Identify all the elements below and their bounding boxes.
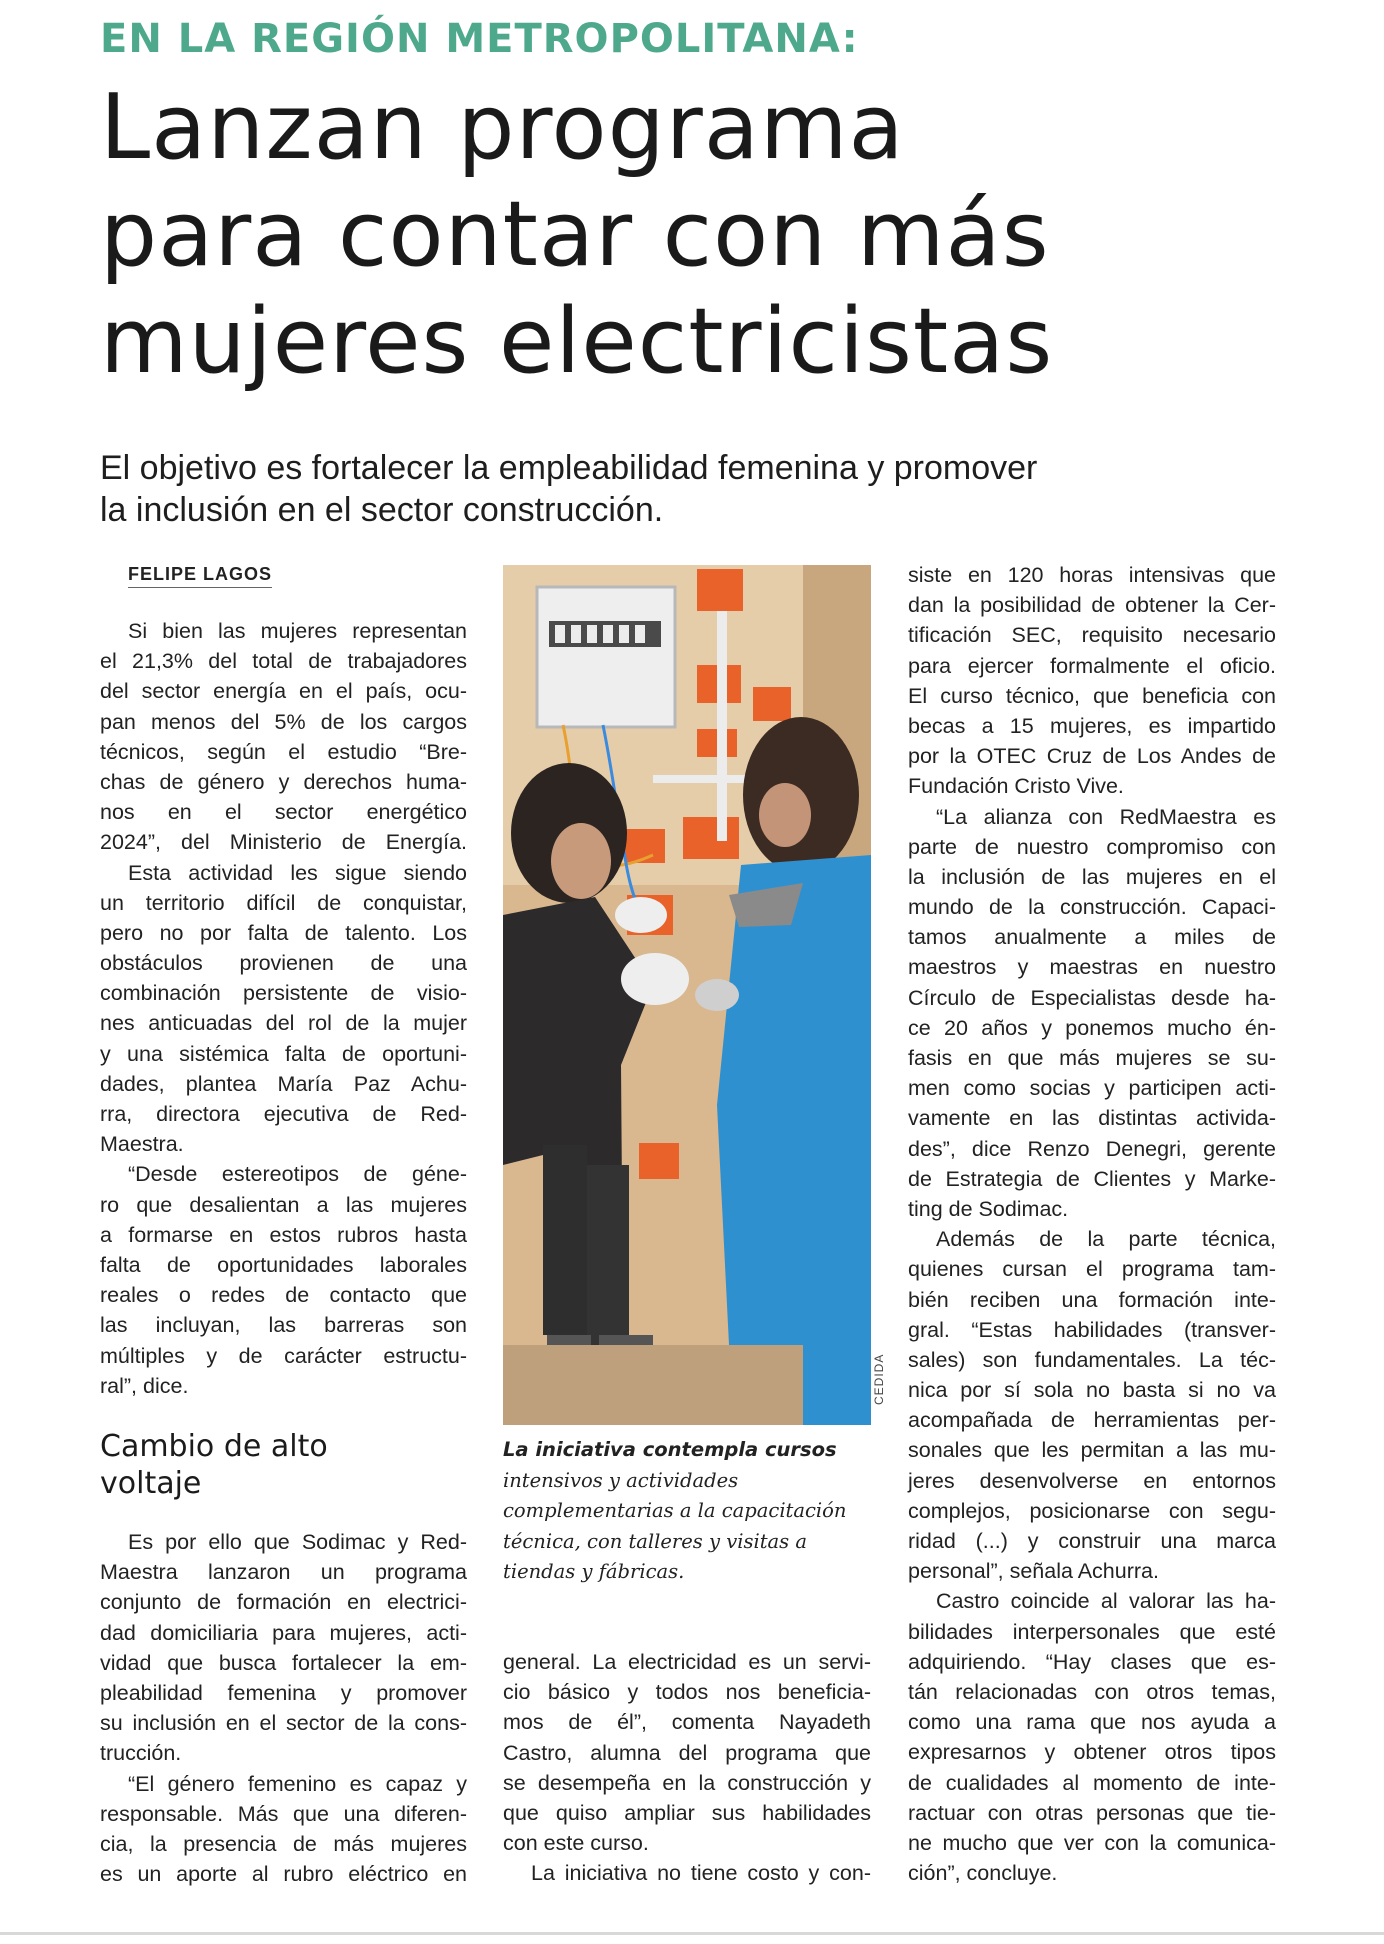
caption-lead: La iniciativa contempla cursos [503, 1438, 837, 1461]
text-line: Esta actividad les sigue siendo [128, 860, 467, 885]
text-line: ting de Sodimac. [908, 1196, 1069, 1221]
text-line: Es por ello que Sodimac y Red- [128, 1530, 467, 1554]
text-line: de Estrategia de Clientes y Marke- [908, 1166, 1276, 1191]
text-line: sonales que les permitan a las mu- [908, 1438, 1276, 1463]
text-line: adquiriendo. “Hay clases que es- [908, 1649, 1276, 1674]
text-line: complejos, posicionarse con segu- [908, 1498, 1276, 1523]
text-line: vidad que busca fortalecer la em- [100, 1650, 467, 1675]
text-line: por la OTEC Cruz de Los Andes de [908, 744, 1276, 769]
caption-line: complementarias a la capacitación [503, 1499, 847, 1522]
text-line: el 21,3% del total de trabajadores [100, 649, 467, 674]
text-line: Círculo de Especialistas desde ha- [908, 985, 1276, 1010]
photo-credit: CEDIDA [872, 1353, 886, 1405]
text-line: ne mucho que ver con la comunica- [908, 1830, 1276, 1855]
text-line: ro que desalientan a las mujeres [100, 1192, 467, 1217]
text-line: tificación SEC, requisito necesario [908, 623, 1276, 648]
photo-illustration [503, 565, 871, 1425]
headline-line-3: mujeres electricistas [100, 289, 1054, 394]
article-column-1 [100, 616, 467, 1401]
text-line: vamente en las distintas activida- [908, 1106, 1276, 1131]
text-line: men como socias y participen acti- [908, 1076, 1276, 1101]
deck-line-2: la inclusión en el sector construcción. [100, 491, 664, 529]
text-line: del sector energía en el país, ocu- [100, 679, 467, 704]
text-line: trucción. [100, 1741, 182, 1766]
text-line: a formarse en estos rubros hasta [100, 1222, 467, 1247]
text-line: múltiples y de carácter estructu- [100, 1343, 467, 1368]
text-line: su inclusión en el sector de la cons- [100, 1711, 467, 1736]
article-deck [100, 447, 1200, 531]
text-line: un territorio difícil de conquistar, [100, 890, 467, 915]
deck-line-1: El objetivo es fortalecer la empleabilidad femenina y promover [100, 449, 1038, 487]
text-line: ción”, concluye. [908, 1861, 1058, 1886]
text-line: jeres desenvolverse en entornos [908, 1468, 1276, 1493]
text-line: reales o redes de contacto que [100, 1283, 467, 1308]
text-line: responsable. Más que una diferen- [100, 1801, 467, 1826]
caption-line: tiendas y fábricas. [503, 1560, 685, 1583]
text-line: parte de nuestro compromiso con [908, 834, 1276, 859]
text-line: de cualidades al momento de inte- [908, 1770, 1276, 1795]
photo-caption [503, 1435, 883, 1588]
text-line: que quiso ampliar sus habilidades [503, 1800, 871, 1825]
article-column-2 [503, 1647, 871, 1889]
article-column-1-lower [100, 1527, 467, 1889]
text-line: conjunto de formación en electrici- [100, 1590, 467, 1615]
article-photo [503, 565, 871, 1425]
text-line: ridad (...) y construir una marca [908, 1529, 1276, 1553]
text-line: las incluyan, las barreras son [100, 1313, 467, 1338]
text-line: se desempeña en la construcción y [503, 1770, 871, 1795]
text-line: nes anticuadas del rol de la mujer [100, 1011, 467, 1036]
text-line: El curso técnico, que beneficia con [908, 683, 1276, 708]
text-line: “El género femenino es capaz y [128, 1771, 467, 1796]
text-line: Maestra. [100, 1132, 184, 1157]
text-line: maestros y maestras en nuestro [908, 955, 1276, 980]
text-line: “Desde estereotipos de géne- [128, 1162, 467, 1187]
text-line: cio básico y todos nos beneficia- [503, 1680, 871, 1705]
text-line: bién reciben una formación inte- [908, 1287, 1276, 1312]
text-line: dan la posibilidad de obtener la Cer- [908, 593, 1276, 618]
text-line: con este curso. [503, 1831, 649, 1856]
text-line: des”, dice Renzo Denegri, gerente [908, 1136, 1276, 1161]
text-line: gral. “Estas habilidades (transver- [908, 1317, 1276, 1342]
text-line: Fundación Cristo Vive. [908, 774, 1124, 799]
text-line: ce 20 años y ponemos mucho én- [908, 1015, 1276, 1040]
text-line: quienes cursan el programa tam- [908, 1257, 1276, 1282]
text-line: cia, la presencia de más mujeres [100, 1831, 467, 1856]
text-line: La iniciativa no tiene costo y con- [531, 1861, 871, 1886]
headline-line-1: Lanzan programa [100, 75, 905, 180]
text-line: es un aporte al rubro eléctrico en [100, 1862, 467, 1887]
text-line: sales) son fundamentales. La téc- [908, 1347, 1276, 1372]
text-line: nos en el sector energético [100, 800, 467, 825]
text-line: pero no por falta de talento. Los [100, 920, 467, 945]
text-line: bilidades interpersonales que esté [908, 1619, 1276, 1644]
text-line: pleabilidad femenina y promover [100, 1680, 467, 1705]
caption-line: intensivos y actividades [503, 1468, 739, 1492]
text-line: obstáculos provienen de una [100, 951, 467, 976]
text-line: mos de él”, comenta Nayadeth [503, 1710, 871, 1735]
text-line: Si bien las mujeres representan [128, 619, 467, 643]
text-line: tamos anualmente a miles de [908, 925, 1276, 950]
text-line: combinación persistente de visio- [100, 981, 467, 1006]
text-line: nica por sí sola no basta si no va [908, 1378, 1276, 1403]
text-line: para ejercer formalmente el oficio. [908, 653, 1276, 678]
text-line: técnicos, según el estudio “Bre- [100, 739, 467, 764]
caption-line: técnica, con talleres y visitas a [503, 1529, 808, 1553]
author-byline: FELIPE LAGOS [128, 564, 272, 588]
text-line: tán relacionadas con otros temas, [908, 1679, 1276, 1704]
text-line: “La alianza con RedMaestra es [936, 804, 1276, 829]
text-line: chas de género y derechos huma- [100, 769, 467, 794]
article-headline [100, 74, 1300, 395]
text-line: pan menos del 5% de los cargos [100, 709, 467, 734]
text-line: personal”, señala Achurra. [908, 1559, 1159, 1584]
text-line: mundo de la construcción. Capaci- [908, 895, 1276, 920]
subhead-line-1: Cambio de alto [100, 1429, 328, 1464]
article-kicker: EN LA REGIÓN METROPOLITANA: [100, 16, 859, 62]
text-line: ral”, dice. [100, 1373, 189, 1398]
text-line: general. La electricidad es un servi- [503, 1650, 871, 1674]
text-line: Castro coincide al valorar las ha- [936, 1589, 1276, 1614]
article-column-3 [908, 560, 1276, 1888]
subhead-line-2: voltaje [100, 1466, 202, 1501]
text-line: acompañada de herramientas per- [908, 1408, 1276, 1433]
text-line: 2024”, del Ministerio de Energía. [100, 830, 467, 855]
text-line: becas a 15 mujeres, es impartido [908, 713, 1276, 738]
text-line: la inclusión de las mujeres en el [908, 864, 1276, 889]
text-line: falta de oportunidades laborales [100, 1252, 467, 1277]
section-subhead [100, 1428, 480, 1502]
text-line: ractuar con otras personas que tie- [908, 1800, 1276, 1825]
text-line: fasis en que más mujeres se su- [908, 1046, 1276, 1070]
text-line: Castro, alumna del programa que [503, 1740, 871, 1765]
page-bottom-rule [0, 1932, 1384, 1935]
text-line: y una sistémica falta de oportuni- [100, 1041, 467, 1066]
text-line: dades, plantea María Paz Achu- [100, 1071, 467, 1096]
text-line: como una rama que nos ayuda a [908, 1710, 1276, 1735]
text-line: Maestra lanzaron un programa [100, 1560, 467, 1585]
text-line: expresarnos y obtener otros tipos [908, 1740, 1276, 1765]
text-line: dad domiciliaria para mujeres, acti- [100, 1620, 467, 1645]
text-line: Además de la parte técnica, [936, 1227, 1276, 1252]
text-line: rra, directora ejecutiva de Red- [100, 1102, 467, 1126]
headline-line-2: para contar con más [100, 182, 1050, 287]
text-line: siste en 120 horas intensivas que [908, 563, 1276, 587]
